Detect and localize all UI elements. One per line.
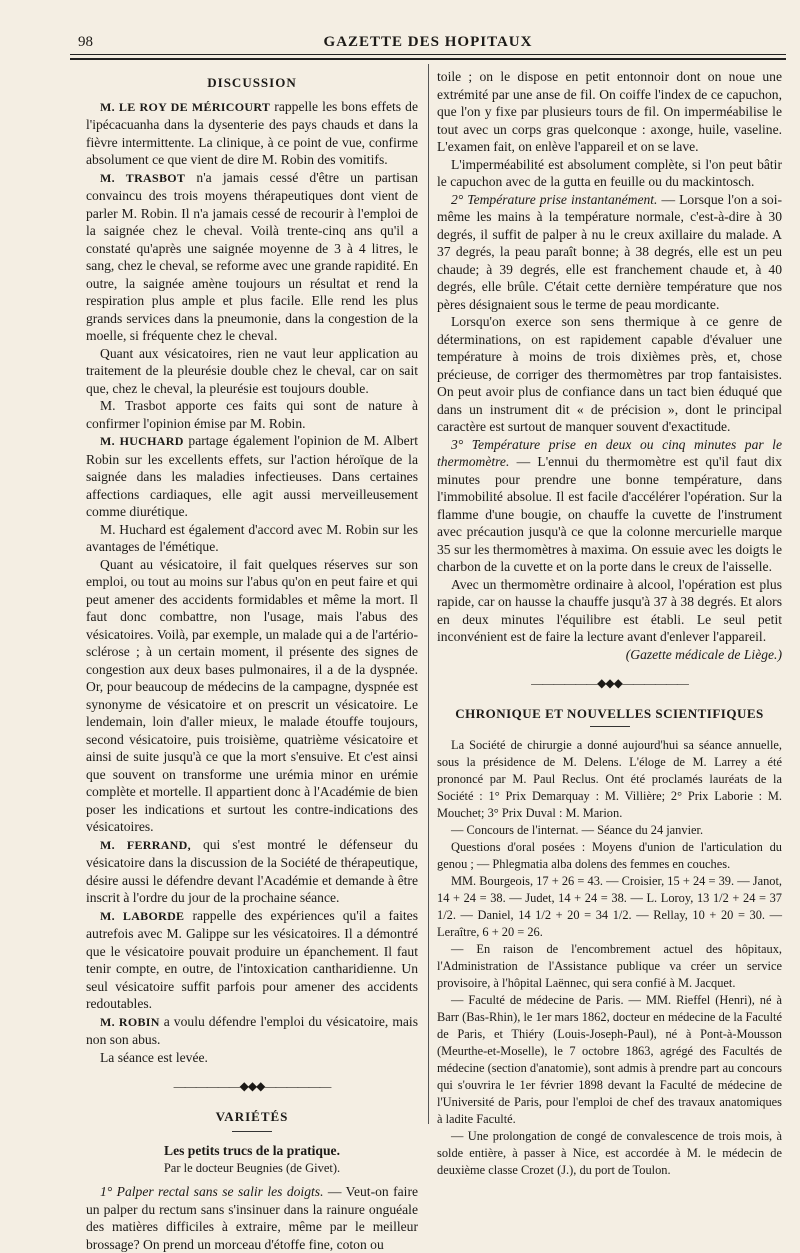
paragraph-text: qui s'est montré le défenseur du vésicatoire dans la discussion de la Société de thérapeutique, désire aussi le défendre devant l'Académie et demande à être inscrit à l'ordre du jour de la prochaine séance. [86,836,418,905]
paragraph-text: rappelle les bons effets de l'ipécacuanha dans la dysenterie des pays chauds et dans la fièvre intermittente. La clinique, à ce point de vue, confirme absolument ce que vient de dire M. Robin des vomitifs. [86,98,419,167]
speaker-name: M. FERRAND, [100,837,191,852]
speaker-name: M. LE ROY DE MÉRICOURT [100,99,271,114]
short-rule [590,726,630,727]
paragraph [86,907,418,1013]
speaker-name: M. ROBIN [100,1014,160,1029]
paragraph: La séance est levée. [100,1049,208,1065]
item-lead: 3° Température prise en deux ou cinq minutes par le thermomètre. [437,436,782,469]
paragraph [86,836,418,907]
paragraph: M. Trasbot apporte ces faits qui sont de nature à confirmer l'opinion émise par M. Robin. [86,398,418,431]
paragraph-text: — L'ennui du thermomètre est qu'il faut dix minutes pour prendre une bonne température, dans l'immobilité absolue. Il est facile d'accélérer l'opération. Sur la flamme d'une bougie, on chauffe la cuvette de l'instrument avec précaution jusqu'à ce que la colonne mercurielle marque 35 sur les thermomètres à maxima. On essuie avec les doigts le charbon de la cuvette et on la porte dans le creux de l'aisselle. [437,454,782,574]
header-rule-thin [70,54,786,55]
speaker-name: M. LABORDE [100,908,185,923]
paragraph: L'imperméabilité est absolument complète, si l'on peut bâtir le capuchon avec de la gutta en feuille ou du mackintosch. [437,156,782,189]
paragraph-text: — Lorsque l'on a soi-même les mains à la température normale, c'est-à-dire à 30 degrés, il suffit de palper à nu le creux axillaire du malade. A 37 degrés, la peau paraît bonne; à 38 degrés, elle est un peu chaude; à 39 degrés, elle est franchement chaude et, à 40 degrés, elle brûle. C'était cette dernière température que nos pères désignaient sous le terme de peau mordicante. [437,191,782,312]
journal-title: GAZETTE DES HOPITAUX [323,34,533,50]
paragraph-text: rappelle des expériences qu'il a faites autrefois avec M. Galippe sur les vésicatoires. Il a démontré que le vésicatoire pouvait produire un épanchement. Il faut tenir compte, en outre, de l'intoxication cantharidienne. Un seul vésicatoire suffit parfois pour amener des accidents redoutables. [86,907,418,1011]
paragraph: Avec un thermomètre ordinaire à alcool, l'opération est plus rapide, car on hausse la chauffe jusqu'à 37 à 38 degrés. Et alors en deux minutes l'équilibre est établi. Le seul petit inconvénient est de faire la lecture avant d'enlever l'appareil. [437,576,782,644]
item-lead: 2° Température prise instantanément. [451,191,658,207]
paragraph [86,98,418,169]
paragraph: Lorsqu'on exerce son sens thermique à ce genre de déterminations, on est rapidement capable d'évaluer une température à moins de trois dixièmes près, et, chose précieuse, de corriger des thermomètres par trop fantaisistes. On peut avoir plus de confiance dans un tact bien éduqué que dans un instrument dit « de précision », dont le principal caractère est surtout de manquer souvent d'exactitude. [437,314,782,434]
paragraph-text: — Veut-on faire un palper du rectum sans s'insinuer dans la rainure onguéale des matières difficiles à extraire, même par le meilleur brossage? On prend un morceau d'étoffe fine, coton ou [86,1184,419,1252]
paragraph: Quant au vésicatoire, il fait quelques réserves sur son emploi, ou tout au moins sur l'abus qu'on en peut faire et qui peut amener des accidents formidables et même la mort. Il faut donc combattre, non l'usage, mais l'abus des vésicatoires. Voilà, par exemple, un malade qui a de l'artério-sclérose ; à un certain moment, il présente des signes de congestion aux deux bases pulmonaires, il a de la dyspnée. Or, pour beaucoup de médecins de la campagne, dyspnée est synonyme de vésicatoire et on prescrit un vésicatoire. Le lendemain, loin d'aller mieux, le malade étouffe toujours, second vésicatoire, puis troisième, quatrième vésicatoire et ainsi de suite jusqu'à ce que la mort s'ensuive. Et c'est ainsi que souvent on transforme une urémia minor en urémie complète et mortelle. Il appartient donc à l'Académie de bien poser les indications et surtout les contre-indications des vésicatoires. [86,556,418,834]
chronique-title: CHRONIQUE ET NOUVELLES SCIENTIFIQUES [455,705,764,721]
paragraph: — Faculté de médecine de Paris. — MM. Rieffel (Henri), né à Barr (Bas-Rhin), le 1er mars 1862, docteur en médecine de la Faculté de Paris, et Thiéry (Louis-Joseph-Paul), né à Pont-à-Mousson (Meurthe-et-Moselle), le 7 octobre 1863, agrégé des Facultés de médecine (section d'anatomie), sont admis à prendre part au concours qui s'ouvrira le 1er février 1898 devant la Faculté de médecine de l'Université de Paris, pour l'emploi de chef des travaux anatomiques à ladite Faculté. [437,993,782,1126]
paragraph [86,169,418,345]
speaker-name: M. TRASBOT [100,170,186,185]
paragraph-text: partage également l'opinion de M. Albert Robin sur les excellents effets, sur l'action héroïque de la saignée dans les maladies infectieuses. Dans certaines affections cardiaques, elle agit aussi merveilleusement comme diurétique. [86,433,418,519]
paragraph: toile ; on le dispose en petit entonnoir dont on noue une extrémité par une anse de fil. On coiffe l'index de ce capuchon, que l'on y fixe par plusieurs tours de fil. On imperméabilise le tout avec un corps gras quelconque : axonge, huile, vaseline. L'examen fait, on enlève l'appareil et on se lave. [437,69,782,154]
paragraph: — Une prolongation de congé de convalescence de trois mois, à solde entière, à passer à Nice, est accordée à M. le médecin de deuxième classe Crozet (J.), du port de Toulon. [437,1129,782,1177]
page-number: 98 [78,34,93,50]
paragraph: — En raison de l'encombrement actuel des hôpitaux, l'Administration de l'Assistance publique va créer un service provisoire, à l'hôpital Laënnec, qui sera confié à M. Jacquet. [437,942,782,990]
paragraph [86,432,418,521]
paragraph: — Concours de l'internat. — Séance du 24 janvier. [451,823,704,837]
section-ornament: ——————◆◆◆—————— [173,1079,331,1093]
paragraph: La Société de chirurgie a donné aujourd'hui sa séance annuelle, sous la présidence de M. Delens. L'éloge de M. Larrey a été prononcé par M. Paul Reclus. Ont été proclamés lauréats de la Société : 1° Prix Demarquay : M. Villière; 2° Prix Laborie : M. Mouchet; 3° Prix Duval : M. Marion. [437,738,782,820]
paragraph: Questions d'oral posées : Moyens d'union de l'articulation du genou ; — Phlegmatia alba dolens des femmes en couches. [437,840,782,871]
paragraph [437,436,782,576]
short-rule [232,1131,272,1132]
paragraph: MM. Bourgeois, 17 + 26 = 43. — Croisier, 15 + 24 = 39. — Janot, 14 + 24 = 38. — Judet, 14 + 24 = 38. — L. Loroy, 13 1/2 + 24 = 37 1/2. — Daniel, 14 1/2 + 20 = 34 1/2. — Rellay, 10 + 20 = 30. — Leraître, 6 + 20 = 26. [437,874,782,939]
varietes-title: VARIÉTÉS [215,1108,289,1124]
page-header [70,30,786,52]
chronique-body [437,737,782,1179]
paragraph [86,1183,418,1253]
source-credit: (Gazette médicale de Liège.) [625,646,782,662]
right-column [437,68,782,1179]
paragraph-text: a voulu défendre l'emploi du vésicatoire, mais non son abus. [86,1013,418,1047]
paragraph-text: n'a jamais cessé d'être un partisan convaincu des trois moyens thérapeutiques dont vient de parler M. Robin. Il n'a jamais cessé de recourir à l'emploi de la saignée chez le cheval. Voilà trente-cinq ans qu'il a constaté qu'après une saignée moyenne de 3 à 4 litres, le sang, chez le cheval, se reforme avec une grande rapidité. En outre, la saignée amène toujours un résultat et rend la respiration plus ample et plus facile. Elle rend les plus grands services dans la pneumonie, dans la congestion de la moelle, si fréquente chez le cheval. [86,169,419,343]
paragraph [437,191,782,314]
paragraph [86,1013,418,1049]
left-column [86,68,418,1253]
item-lead: 1° Palper rectal sans se salir les doigts. [100,1184,324,1199]
header-rule-thick [70,58,786,60]
paragraph: M. Huchard est également d'accord avec M. Robin sur les avantages de l'émétique. [86,521,418,554]
varietes-subtitle: Les petits trucs de la pratique. [164,1143,340,1158]
speaker-name: M. HUCHARD [100,434,184,448]
varietes-byline: Par le docteur Beugnies (de Givet). [163,1160,341,1175]
column-divider [428,64,429,1124]
discussion-title: DISCUSSION [207,75,297,90]
paragraph: Quant aux vésicatoires, rien ne vaut leur application au traitement de la pleurésie double chez le cheval, car on sait que, chez le cheval, la pleurésie est toujours double. [86,345,418,396]
section-ornament: ——————◆◆◆—————— [531,676,688,690]
